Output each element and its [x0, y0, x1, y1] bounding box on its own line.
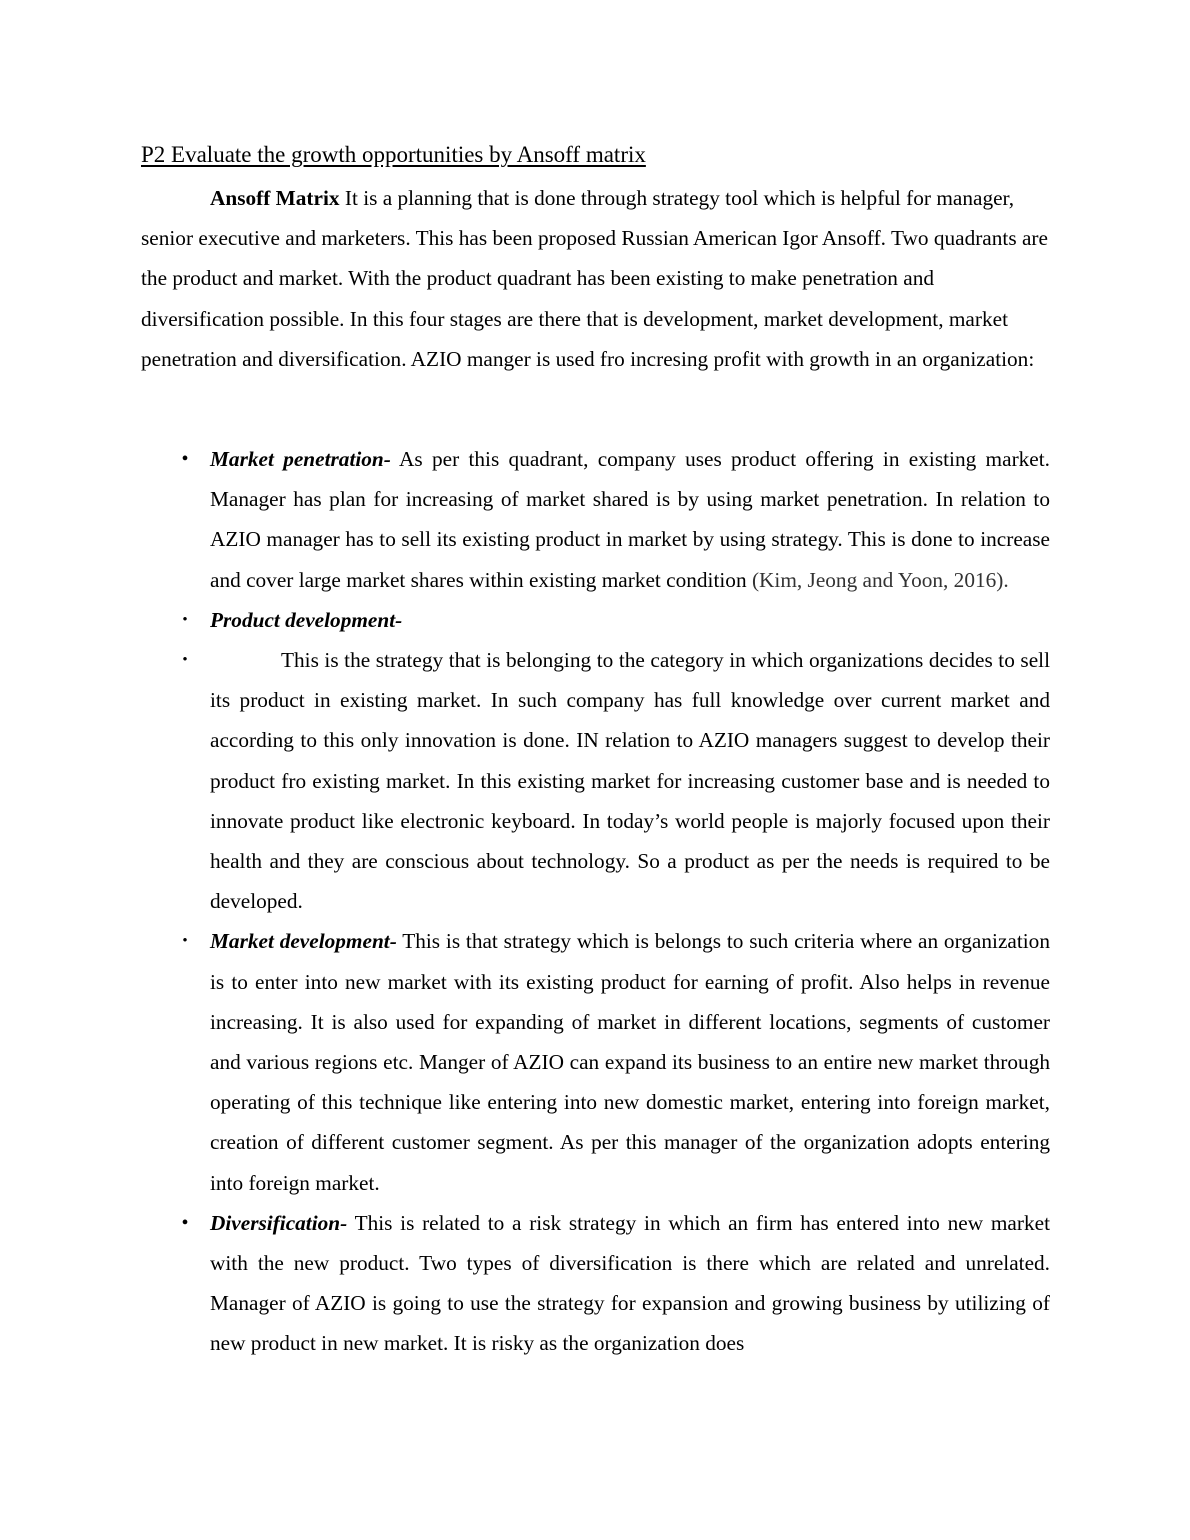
bullet-text: This is that strategy which is belongs to such criteria where an organization is to enter into new market with its existing product for earning of profit. Also helps in revenue increasing. It is also used for expanding of market in different locations, segments of customer and various regions etc. Manger of AZIO can expand its business to an entire new market through operating of this technique like entering into new domestic market, entering into foreign market, creation of different customer segment. As per this manager of the organization adopts entering into foreign market.	[210, 929, 1050, 1195]
bullet-citation: (Kim, Jeong and Yoon, 2016).	[751, 567, 1009, 592]
intro-text: It is a planning that is done through strategy tool which is helpful for manager, senior executive and marketers. This has been proposed Russian American Igor Ansoff. Two quadrants are the product and market. With the product quadrant has been existing to make penetration and diversification possible. In this four stages are there that is development, market development, market penetration and diversification. AZIO manger is used fro incresing profit with growth in an organization:	[141, 186, 1048, 371]
bullet-market-penetration	[181, 439, 1050, 600]
bullet-text: This is related to a risk strategy in which an firm has entered into new market with the new product. Two types of diversification is there which are related and unrelated. Manager of AZIO is going to use the strategy for expansion and growing business by utilizing of new product in new market. It is risky as the organization does	[210, 1210, 1050, 1356]
bullet-term: Diversification-	[210, 1210, 348, 1235]
bullet-icon: •	[182, 611, 188, 628]
bullet-market-development	[182, 921, 1050, 1202]
bullet-icon: •	[181, 1211, 189, 1234]
bullet-term: Market penetration-	[210, 447, 391, 471]
intro-term: Ansoff Matrix	[210, 186, 340, 210]
bullet-product-development-detail	[182, 640, 1050, 921]
bullet-term: Product development-	[210, 607, 403, 632]
intro-paragraph	[141, 178, 1051, 379]
bullet-term: Market development-	[210, 929, 397, 954]
bullet-text: As per this quadrant, company uses product offering in existing market. Manager has plan for increasing of market shared is by using market penetration. In relation to AZIO manager has to sell its existing product in market by using strategy. This is done to increase and cover large market shares within existing market condition	[210, 447, 1050, 592]
ansoff-bullet-list	[181, 439, 1050, 1364]
bullet-diversification	[181, 1203, 1050, 1364]
bullet-text: This is the strategy that is belonging to the category in which organizations decides to sell its product in existing market. In such company has full knowledge over current market and according to this only innovation is done. IN relation to AZIO managers suggest to develop their product fro existing market. In this existing market for increasing customer base and is needed to innovate product like electronic keyboard. In today’s world people is majorly focused upon their health and they are conscious about technology. So a product as per the needs is required to be developed.	[210, 648, 1050, 914]
bullet-icon: •	[181, 448, 189, 470]
bullet-product-development	[182, 600, 1050, 640]
section-heading: P2 Evaluate the growth opportunities by Ansoff matrix	[141, 142, 646, 167]
bullet-icon: •	[182, 933, 188, 950]
bullet-icon: •	[182, 652, 188, 669]
